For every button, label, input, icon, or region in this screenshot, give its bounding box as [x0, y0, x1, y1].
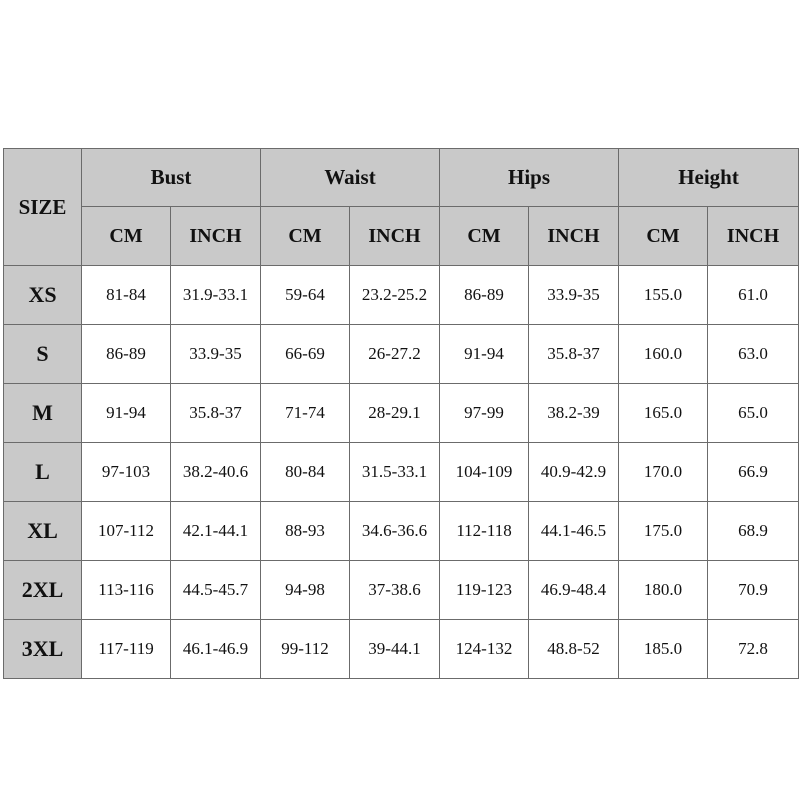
table-cell: 66.9 [708, 443, 799, 502]
unit-header: CM [619, 207, 708, 266]
table-cell: 175.0 [619, 502, 708, 561]
table-cell: 71-74 [261, 384, 350, 443]
waist-header: Waist [261, 149, 440, 207]
size-chart-table [3, 148, 799, 679]
table-cell: 33.9-35 [171, 325, 261, 384]
table-cell: 34.6-36.6 [350, 502, 440, 561]
table-cell: 48.8-52 [529, 620, 619, 679]
table-cell: 37-38.6 [350, 561, 440, 620]
unit-header: INCH [708, 207, 799, 266]
table-cell: 46.1-46.9 [171, 620, 261, 679]
size-label: 2XL [4, 561, 82, 620]
table-cell: 23.2-25.2 [350, 266, 440, 325]
unit-header-row [4, 207, 799, 266]
table-cell: 26-27.2 [350, 325, 440, 384]
table-row [4, 325, 799, 384]
table-cell: 155.0 [619, 266, 708, 325]
table-cell: 28-29.1 [350, 384, 440, 443]
table-cell: 91-94 [440, 325, 529, 384]
table-cell: 86-89 [82, 325, 171, 384]
size-label: XL [4, 502, 82, 561]
table-cell: 124-132 [440, 620, 529, 679]
table-cell: 61.0 [708, 266, 799, 325]
table-cell: 70.9 [708, 561, 799, 620]
table-cell: 91-94 [82, 384, 171, 443]
table-cell: 180.0 [619, 561, 708, 620]
unit-header: CM [261, 207, 350, 266]
table-row [4, 561, 799, 620]
table-cell: 113-116 [82, 561, 171, 620]
table-cell: 97-99 [440, 384, 529, 443]
unit-header: CM [440, 207, 529, 266]
table-cell: 31.5-33.1 [350, 443, 440, 502]
table-cell: 42.1-44.1 [171, 502, 261, 561]
table-cell: 88-93 [261, 502, 350, 561]
table-cell: 33.9-35 [529, 266, 619, 325]
table-cell: 112-118 [440, 502, 529, 561]
table-row [4, 384, 799, 443]
table-cell: 107-112 [82, 502, 171, 561]
size-label: XS [4, 266, 82, 325]
table-cell: 97-103 [82, 443, 171, 502]
height-header: Height [619, 149, 799, 207]
table-cell: 38.2-39 [529, 384, 619, 443]
table-cell: 72.8 [708, 620, 799, 679]
table-row [4, 502, 799, 561]
table-cell: 46.9-48.4 [529, 561, 619, 620]
table-cell: 81-84 [82, 266, 171, 325]
table-cell: 170.0 [619, 443, 708, 502]
unit-header: INCH [529, 207, 619, 266]
size-label: S [4, 325, 82, 384]
hips-header: Hips [440, 149, 619, 207]
unit-header: CM [82, 207, 171, 266]
table-cell: 185.0 [619, 620, 708, 679]
table-cell: 117-119 [82, 620, 171, 679]
table-row [4, 266, 799, 325]
table-cell: 63.0 [708, 325, 799, 384]
size-label: M [4, 384, 82, 443]
table-cell: 99-112 [261, 620, 350, 679]
table-cell: 119-123 [440, 561, 529, 620]
table-cell: 65.0 [708, 384, 799, 443]
size-label: 3XL [4, 620, 82, 679]
table-cell: 39-44.1 [350, 620, 440, 679]
table-cell: 104-109 [440, 443, 529, 502]
table-cell: 35.8-37 [171, 384, 261, 443]
table-cell: 44.5-45.7 [171, 561, 261, 620]
table-cell: 38.2-40.6 [171, 443, 261, 502]
table-row [4, 620, 799, 679]
table-cell: 165.0 [619, 384, 708, 443]
table-cell: 80-84 [261, 443, 350, 502]
table-cell: 68.9 [708, 502, 799, 561]
table-cell: 59-64 [261, 266, 350, 325]
table-cell: 40.9-42.9 [529, 443, 619, 502]
bust-header: Bust [82, 149, 261, 207]
table-cell: 35.8-37 [529, 325, 619, 384]
table-cell: 66-69 [261, 325, 350, 384]
table-cell: 44.1-46.5 [529, 502, 619, 561]
table-cell: 31.9-33.1 [171, 266, 261, 325]
table-cell: 160.0 [619, 325, 708, 384]
group-header-row [4, 149, 799, 207]
unit-header: INCH [171, 207, 261, 266]
table-row [4, 443, 799, 502]
table-cell: 86-89 [440, 266, 529, 325]
unit-header: INCH [350, 207, 440, 266]
size-label: L [4, 443, 82, 502]
table-cell: 94-98 [261, 561, 350, 620]
size-column-header: SIZE [4, 149, 82, 266]
